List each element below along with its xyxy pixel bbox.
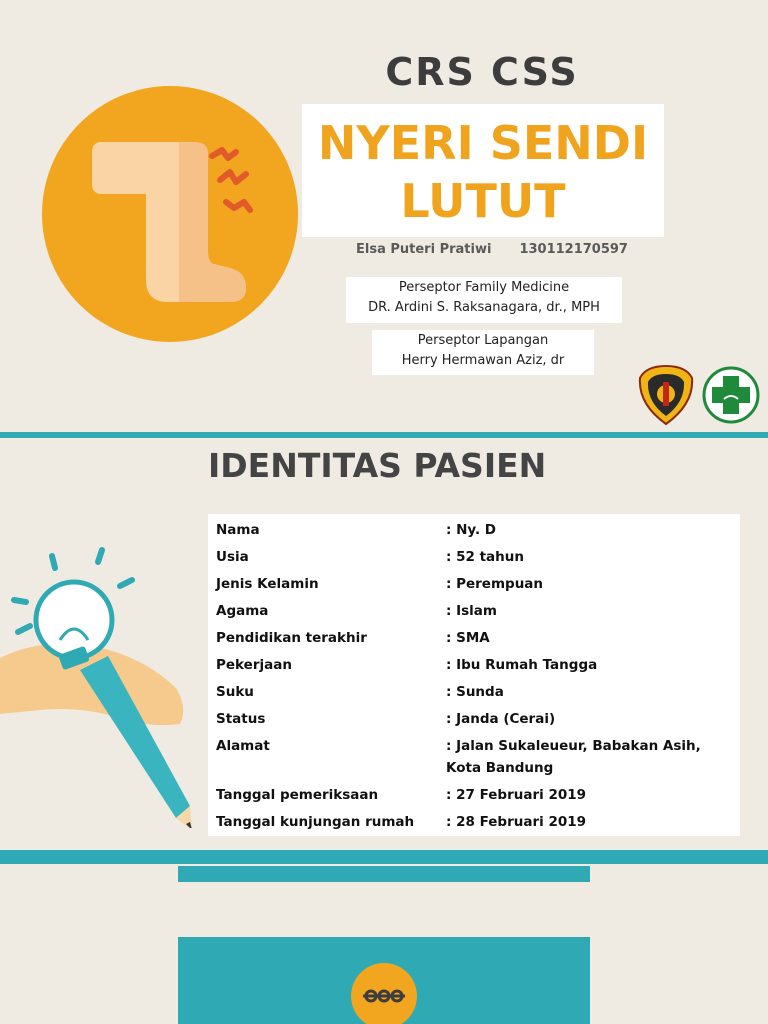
perseptor1-name: DR. Ardini S. Raksanagara, dr., MPH <box>368 300 600 315</box>
row-label: Nama <box>216 522 260 538</box>
table-row <box>216 785 730 812</box>
row-label: Tanggal pemeriksaan <box>216 786 379 803</box>
health-cross-logo <box>702 364 760 426</box>
table-row <box>216 574 730 601</box>
table-row <box>216 682 730 709</box>
perseptor2-role: Perseptor Lapangan <box>417 333 549 348</box>
knee-pain-icon <box>34 84 304 354</box>
row-label: Pekerjaan <box>216 657 292 673</box>
perseptor2-name: Herry Hermawan Aziz, dr <box>401 353 565 368</box>
section-title: IDENTITAS PASIEN <box>208 446 547 485</box>
lightbulb-hand-icon <box>0 538 200 828</box>
table-row <box>216 812 730 839</box>
title-line-2: LUTUT <box>400 174 566 228</box>
row-value: : Janda (Cerai) <box>446 711 556 727</box>
perseptor-family-medicine <box>346 277 622 323</box>
teal-bar <box>178 866 590 882</box>
row-value: : 28 Februari 2019 <box>446 813 587 830</box>
row-label: Alamat <box>216 738 270 754</box>
identity-slide <box>0 438 768 850</box>
row-label: Tanggal kunjungan rumah <box>216 813 415 830</box>
row-label: Status <box>216 711 266 727</box>
row-label: Jenis Kelamin <box>216 576 319 592</box>
patient-identity-table <box>208 514 740 836</box>
row-value: : Islam <box>446 603 497 619</box>
title-slide <box>0 0 768 432</box>
lightbulb-icon <box>349 962 419 1024</box>
table-row <box>216 601 730 628</box>
perseptor-lapangan <box>372 330 594 375</box>
row-label: Usia <box>216 549 249 565</box>
presentation-title <box>302 114 664 230</box>
row-value: : 27 Februari 2019 <box>446 786 587 803</box>
row-label: Suku <box>216 684 254 700</box>
table-row <box>216 655 730 682</box>
row-label: Agama <box>216 603 269 619</box>
author-info <box>356 242 656 257</box>
title-line-1: NYERI SENDI <box>317 116 649 170</box>
row-value: : Perempuan <box>446 576 544 592</box>
table-row <box>216 520 730 547</box>
row-value: : Sunda <box>446 684 504 700</box>
table-row <box>216 628 730 655</box>
author-id: 130112170597 <box>519 242 628 257</box>
main-heading: CRS CSS <box>385 50 579 94</box>
row-label: Pendidikan terakhir <box>216 630 367 646</box>
title-box <box>302 104 664 237</box>
author-name: Elsa Puteri Pratiwi <box>356 242 492 257</box>
row-value: : Ibu Rumah Tangga <box>446 657 598 673</box>
row-value: : 52 tahun <box>446 549 524 565</box>
university-seal <box>636 364 696 426</box>
row-value: : SMA <box>446 630 490 646</box>
row-value: : Jalan Sukaleueur, Babakan Asih, Kota Bandung <box>446 738 701 776</box>
table-row <box>216 547 730 574</box>
perseptor1-role: Perseptor Family Medicine <box>398 280 570 295</box>
table-row <box>216 709 730 736</box>
next-slide <box>0 864 768 1024</box>
table-row <box>216 736 730 785</box>
slide-divider <box>0 850 768 864</box>
row-value: : Ny. D <box>446 522 496 538</box>
